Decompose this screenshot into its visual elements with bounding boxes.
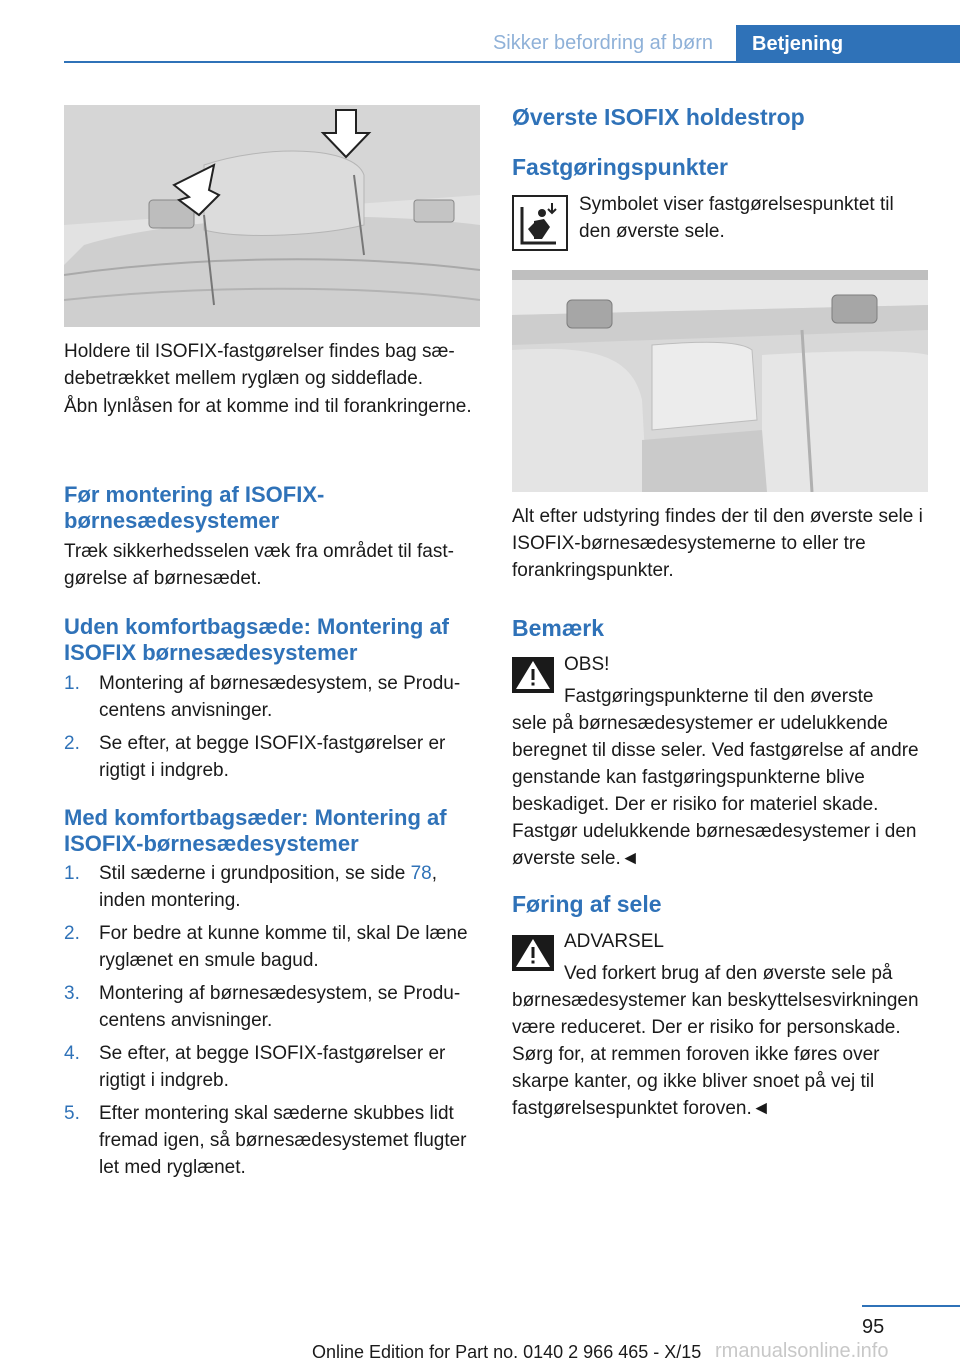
warning-body: børnesædesystemer kan beskyttelsesvirkningen være reduceret. Der er risiko for personskade. Sørg for, at remmen foroven ikke føres over skarpe kanter, og ikke bliver snoet på vej til fastgørelsespunktet foroven.◄ <box>512 990 919 1119</box>
page-number: 95 <box>862 1316 885 1338</box>
symbol-description: Symbolet viser fastgørelsespunktet til den øverste sele. <box>579 194 894 242</box>
seat-illustration <box>64 105 480 327</box>
rear-shelf-illustration <box>512 270 928 492</box>
heading-belt-routing: Føring af sele <box>512 891 662 917</box>
isofix-tether-symbol-icon <box>512 195 568 251</box>
list-item: 2. For bedre at kunne komme til, skal De læne ryglænet en smule bagud. <box>64 923 468 971</box>
header-rule <box>64 61 960 63</box>
online-edition-note: Online Edition for Part no. 0140 2 966 465 - X/15 <box>312 1342 702 1362</box>
note-first-line: Fastgøringspunkterne til den øverste <box>564 686 874 707</box>
warning-first-line: Ved forkert brug af den øverste sele på <box>564 963 893 984</box>
heading-note: Bemærk <box>512 615 605 641</box>
warning-label: ADVARSEL <box>564 931 664 952</box>
isofix-seat-photo <box>64 105 480 327</box>
steps-without-comfort-seat <box>64 670 480 784</box>
note-label: OBS! <box>564 654 610 675</box>
list-item: 2. Se efter, at begge ISOFIX-fastgørelser er rigtigt i indgreb. <box>64 733 446 781</box>
note-body: sele på børnesædesystemer er udelukkende beregnet til disse seler. Ved fastgørelse af andre genstande kan fastgøringspunkterne blive beskadiget. Der er risiko for materiel skade. Fastgør udelukkende børnesædesystemer i den øverste sele.◄ <box>512 713 919 869</box>
caption-paragraph-1: Holdere til ISOFIX-fastgørelser findes bag sædebetrækket mellem ryglæn og siddeflade. <box>64 341 455 389</box>
list-item: 5. Efter montering skal sæderne skubbes lidt fremad igen, så børnesædesystemet flugter let med ryglænet. <box>64 1103 467 1178</box>
caption-paragraph-2: Åbn lynlåsen for at komme ind til forankringerne. <box>64 396 472 417</box>
warning-triangle-icon <box>512 935 554 971</box>
watermark: rmanualsonline.info <box>715 1340 889 1362</box>
header-section-title: Sikker befordring af børn <box>492 31 714 54</box>
heading-top-tether: Øverste ISOFIX holdestrop <box>512 104 805 130</box>
page-link-78[interactable]: 78 <box>410 863 432 884</box>
before-mounting-text: Træk sikkerhedsselen væk fra området til fastgørelse af børnesædet. <box>64 541 454 589</box>
steps-with-comfort-seats <box>64 860 480 1181</box>
footer-rule <box>862 1305 960 1307</box>
list-item: 4. Se efter, at begge ISOFIX-fastgørelser er rigtigt i indgreb. <box>64 1043 446 1091</box>
heading-without-comfort-seat: Uden komfortbagsæde: Montering af ISOFIX børnesædesystemer <box>64 614 450 665</box>
header-chapter-tab: Betjening <box>736 25 960 63</box>
heading-with-comfort-seats: Med komfortbagsæder: Montering af ISOFIX-børnesædesystemer <box>64 805 447 856</box>
rear-seat-anchor-photo <box>512 270 928 492</box>
list-item: 3. Montering af børnesædesystem, se Producentens anvisninger. <box>64 983 461 1031</box>
subheading-anchor-points: Fastgøringspunkter <box>512 154 728 180</box>
list-item: 1. Montering af børnesædesystem, se Producentens anvisninger. <box>64 673 461 721</box>
warning-triangle-icon <box>512 657 554 693</box>
list-item: 1. Stil sæderne i grundposition, se side 78, inden montering. <box>64 863 437 911</box>
heading-before-mounting: Før montering af ISOFIX-børnesædesystemer <box>64 482 325 533</box>
anchor-points-text: Alt efter udstyring findes der til den øverste sele i ISOFIX-børnesædesystemerne to eller tre forankringspunkter. <box>512 506 923 581</box>
